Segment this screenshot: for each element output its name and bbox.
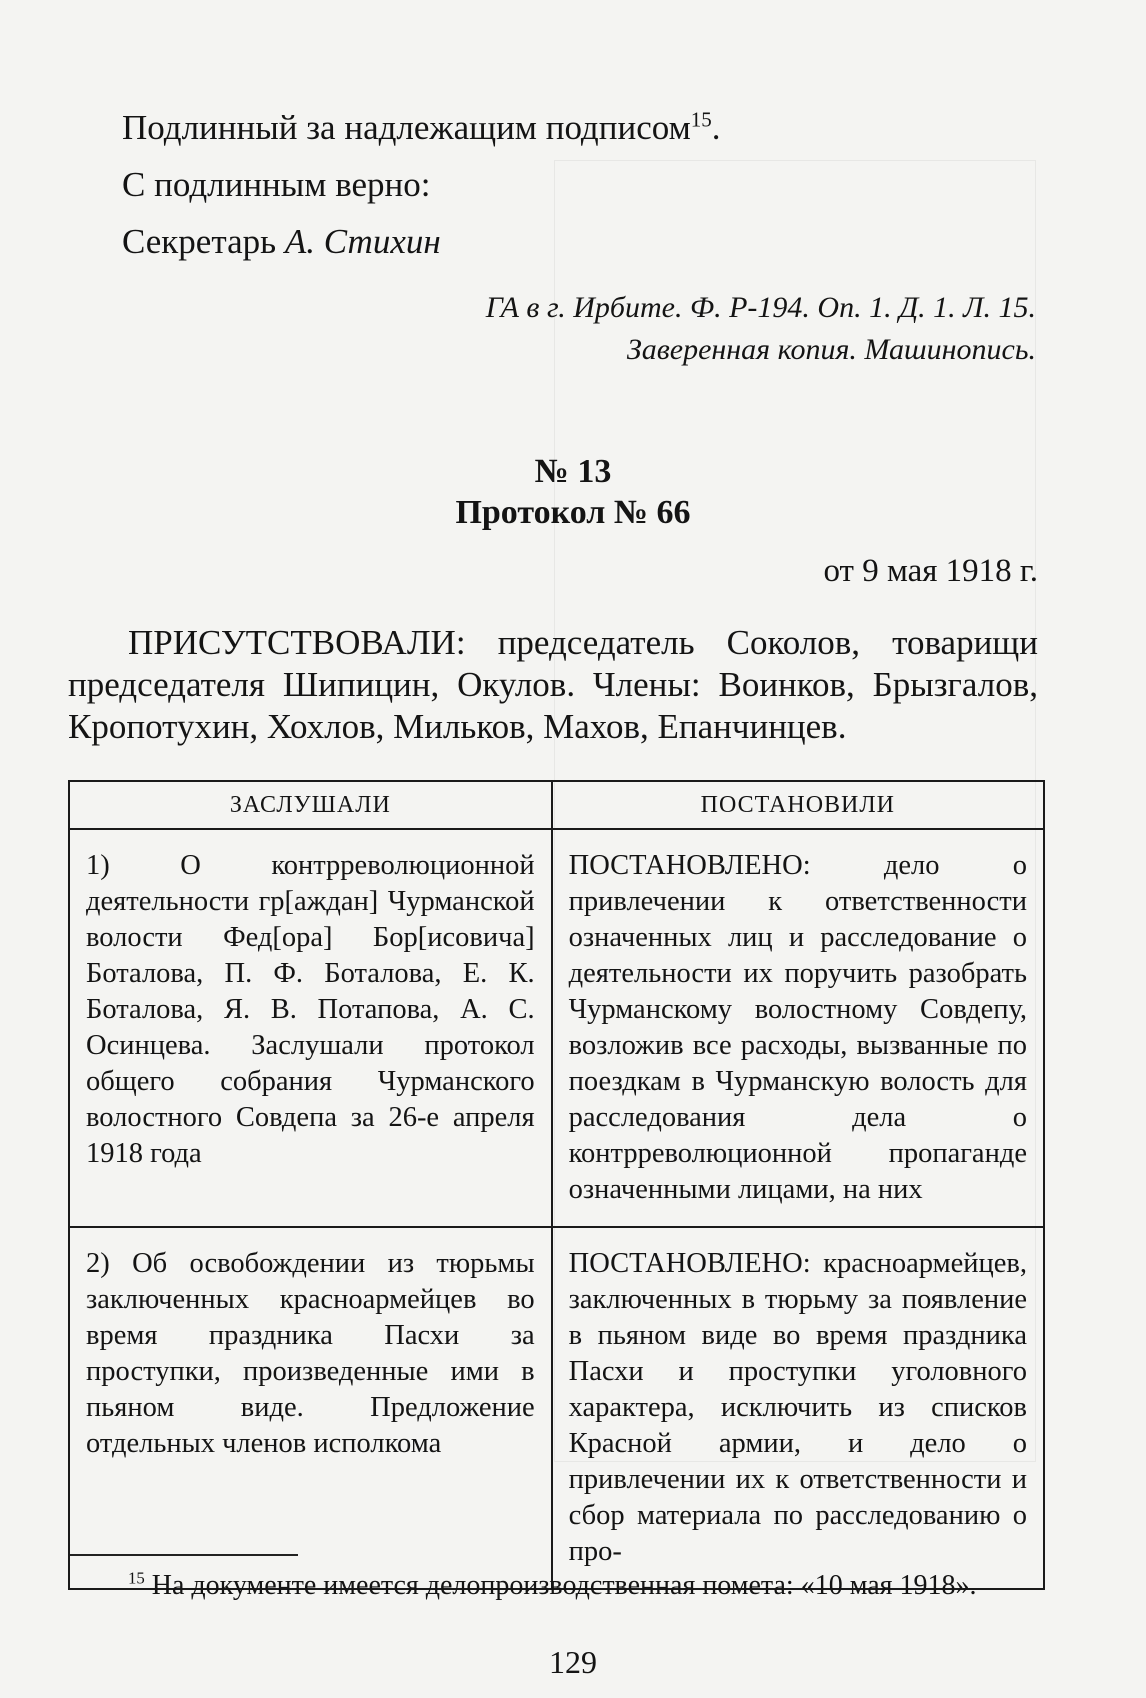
secretary-line: Секретарь А. Стихин <box>122 222 441 261</box>
header-heard: ЗАСЛУШАЛИ <box>69 781 552 829</box>
copy-type: Заверенная копия. Машинопись. <box>626 333 1036 366</box>
footnote-ref: 15 <box>690 107 712 132</box>
footnote-text: На документе имеется делопроизводственная помета: «10 мая 1918». <box>151 1570 977 1601</box>
row-2-heard: 2) Об освобождении из тюрьмы заключенных красноармейцев во время праздника Пасхи за проступки, произведенные ими в пьяном виде. Предложение отдельных членов исполкома <box>69 1227 552 1589</box>
document-date: от 9 мая 1918 г. <box>823 553 1038 589</box>
footnote <box>128 1570 977 1602</box>
table-row <box>69 1227 1044 1589</box>
present-paragraph: ПРИСУТСТВОВАЛИ: председатель Соколов, товарищи председателя Шипицин, Окулов. Члены: Воинков, Брызгалов, Кропотухин, Хохлов, Мильков, Махов, Епанчинцев. <box>68 623 1038 746</box>
row-2-resolved: ПОСТАНОВЛЕНО: красноармейцев, заключенных в тюрьму за появление в пьяном виде во время праздника Пасхи и проступки уголовного характера, исключить из списков Красной армии, и дело о привлечении их к ответственности и сбор материала по расследованию о про- <box>552 1227 1044 1589</box>
row-1-resolved: ПОСТАНОВЛЕНО: дело о привлечении к ответственности означенных лиц и расследование о деятельности их поручить разобрать Чурманскому волостному Совдепу, возложив все расходы, вызванные по поездкам в Чурманскую волость для расследования дела о контрреволюционной пропаганде означенными лицами, на них <box>552 829 1044 1227</box>
verified-line: С подлинным верно: <box>122 165 431 204</box>
document-number: № 13 <box>534 453 612 490</box>
footnote-marker: 15 <box>128 1568 145 1588</box>
protocol-table <box>68 780 1045 1590</box>
header-resolved: ПОСТАНОВИЛИ <box>552 781 1044 829</box>
table-row <box>69 829 1044 1227</box>
footnote-divider <box>70 1554 298 1556</box>
table-header-row <box>69 781 1044 829</box>
document-title: Протокол № 66 <box>455 494 691 531</box>
secretary-name: А. Стихин <box>284 222 441 261</box>
archive-source: ГА в г. Ирбите. Ф. Р-194. Оп. 1. Д. 1. Л. 15. <box>485 291 1036 324</box>
page-number: 129 <box>549 1644 597 1680</box>
signed-line: Подлинный за надлежащим подписом$^{15}$. <box>122 107 721 147</box>
row-1-heard: 1) О контрреволюционной деятельности гр[аждан] Чурманской волости Фед[ора] Бор[исовича] Боталова, П. Ф. Боталова, Е. К. Боталова, Я. В. Потапова, А. С. Осинцева. Заслушали протокол общего собрания Чурманского волостного Совдепа за 26-е апреля 1918 года <box>69 829 552 1227</box>
